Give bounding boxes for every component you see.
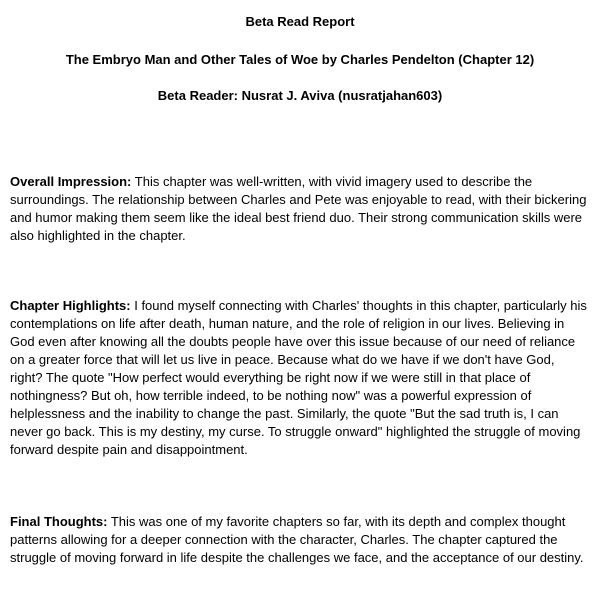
beta-reader-line: Beta Reader: Nusrat J. Aviva (nusratjahan603): [157, 88, 443, 103]
book-title-line: The Embryo Man and Other Tales of Woe by Charles Pendelton (Chapter 12): [65, 52, 535, 67]
overall-impression-label: Overall Impression:: [10, 174, 132, 189]
chapter-highlights-text: I found myself connecting with Charles' thoughts in this chapter, particularly his contemplations on life after death, human nature, and the role of religion in our lives. Believing in God even after knowing all the doubts people have over this issue because of our need of reliance on a greater force that will let us live in peace. Because what do we have if we don't have God, right? The quote "How perfect would everything be right now if we were still in that place of nothingness? But oh, how terrible indeed, to be nothing now" was a powerful expression of helplessness and the inability to change the past. Similarly, the quote "But the sad truth is, I can never go back. This is my destiny, my curse. To struggle onward" highlighted the struggle of moving forward despite pain and disappointment.: [10, 298, 587, 457]
final-thoughts-section: [10, 513, 590, 567]
report-title: Beta Read Report: [245, 14, 355, 29]
chapter-highlights-section: [10, 297, 590, 459]
overall-impression-section: [10, 173, 590, 245]
final-thoughts-text: This was one of my favorite chapters so far, with its depth and complex thought patterns allowing for a deeper connection with the character, Charles. The chapter captured the struggle of moving forward in life despite the challenges we face, and the acceptance of our destiny.: [10, 514, 584, 565]
chapter-highlights-label: Chapter Highlights:: [10, 298, 131, 313]
final-thoughts-label: Final Thoughts:: [10, 514, 108, 529]
overall-impression-text: This chapter was well-written, with vivid imagery used to describe the surroundings. The relationship between Charles and Pete was enjoyable to read, with their bickering and humor making them seem like the ideal best friend duo. Their strong communication skills were also highlighted in the chapter.: [10, 174, 587, 243]
